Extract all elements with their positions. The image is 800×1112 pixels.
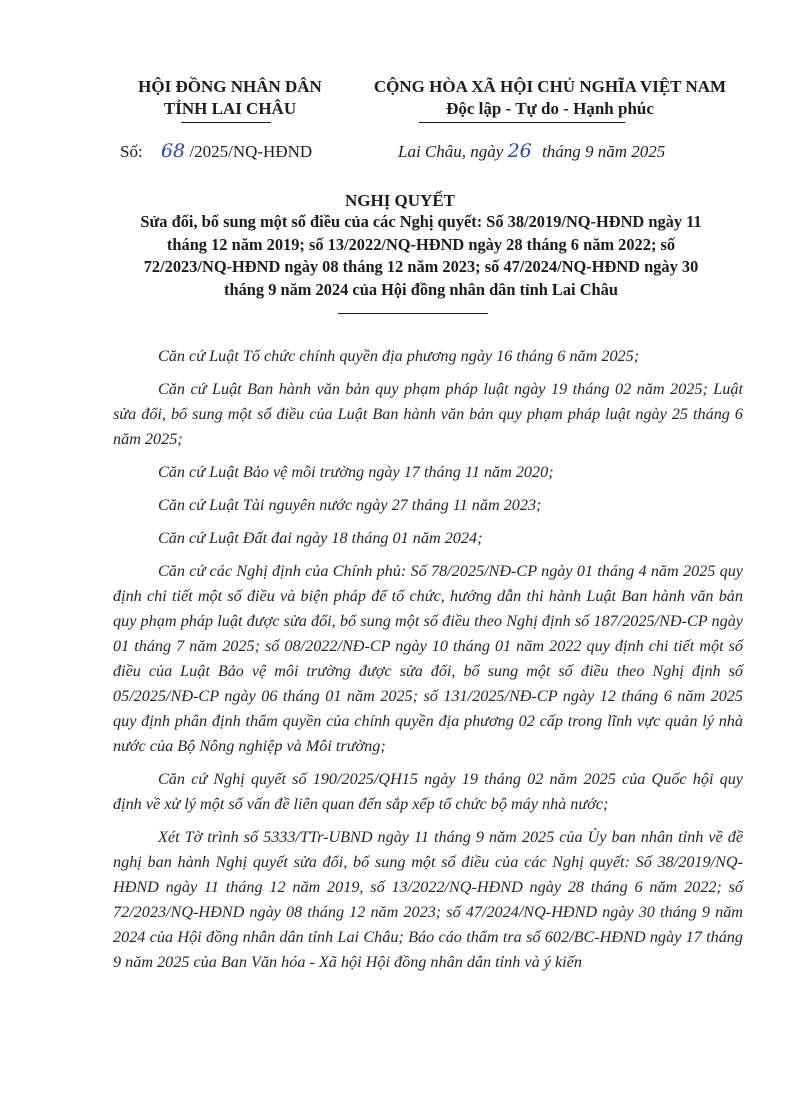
legal-basis-paragraph: Căn cứ Luật Tổ chức chính quyền địa phương ngày 16 tháng 6 năm 2025; [158, 347, 640, 365]
handwritten-day: 26 [507, 140, 532, 162]
national-motto: Độc lập - Tự do - Hạnh phúc [446, 99, 654, 118]
legal-basis-paragraph: Căn cứ Nghị quyết số 190/2025/QH15 ngày 19 tháng 02 năm 2025 của Quốc hội quy định về xử lý một số vấn đề liên quan đến sắp xếp tổ chức bộ máy nhà nước; [113, 770, 743, 813]
legal-basis-paragraph: Căn cứ Luật Đất đai ngày 18 tháng 01 năm 2024; [158, 529, 483, 547]
national-header [330, 76, 770, 120]
document-title: Sửa đổi, bổ sung một số điều của các Nghị quyết: Số 38/2019/NQ-HĐND ngày 11 tháng 12 năm 2019; số 13/2022/NQ-HĐND ngày 28 tháng 6 năm 2022; số 72/2023/NQ-HĐND ngày 08 tháng 12 năm 2023; số 47/2024/NQ-HĐND ngày 30 tháng 9 năm 2024 của Hội đồng nhân dân tỉnh Lai Châu [140, 212, 702, 299]
council-name: HỘI ĐỒNG NHÂN DÂN [138, 77, 322, 96]
number-suffix: /2025/NQ-HĐND [189, 142, 313, 161]
legal-basis-paragraph: Căn cứ Luật Bảo vệ môi trường ngày 17 tháng 11 năm 2020; [158, 463, 554, 481]
authority-underline [181, 122, 271, 123]
issuing-authority [110, 76, 350, 120]
title-underline [338, 313, 488, 314]
document-number [120, 140, 312, 162]
number-prefix: Số: [120, 142, 143, 161]
nation-name: CỘNG HÒA XÃ HỘI CHỦ NGHĨA VIỆT NAM [373, 77, 727, 96]
motto-underline [419, 122, 625, 123]
legal-basis-paragraph: Căn cứ các Nghị định của Chính phủ: Số 78/2025/NĐ-CP ngày 01 tháng 4 năm 2025 quy định chi tiết một số điều và biện pháp để tổ chức, hướng dẫn thi hành Luật Ban hành văn bản quy phạm pháp luật được sửa đổi, bổ sung một số điều theo Nghị định số 187/2025/NĐ-CP ngày 01 tháng 7 năm 2025; số 08/2022/NĐ-CP ngày 10 tháng 01 năm 2022 quy định chi tiết một số điều của Luật Bảo vệ môi trường được sửa đổi, bổ sung một số điều theo Nghị định số 05/2025/NĐ-CP ngày 06 tháng 01 năm 2025; số 131/2025/NĐ-CP ngày 12 tháng 6 năm 2025 quy định phân định thẩm quyền của chính quyền địa phương 02 cấp trong lĩnh vực quản lý nhà nước của Bộ Nông nghiệp và Môi trường; [113, 562, 743, 755]
legal-basis-paragraph: Căn cứ Luật Tài nguyên nước ngày 27 tháng 11 năm 2023; [158, 496, 542, 514]
consideration-paragraph: Xét Tờ trình số 5333/TTr-UBND ngày 11 tháng 9 năm 2025 của Ủy ban nhân tỉnh về đề nghị ban hành Nghị quyết sửa đổi, bổ sung một số điều của các Nghị quyết: Số 38/2019/NQ-HĐND ngày 11 tháng 12 năm 2019, số 13/2022/NQ-HĐND ngày 28 tháng 6 năm 2022; số 72/2023/NQ-HĐND ngày 08 tháng 12 năm 2023; số 47/2024/NQ-HĐND ngày 30 tháng 9 năm 2024 của Hội đồng nhân dân tỉnh Lai Châu; Báo cáo thẩm tra số 602/BC-HĐND ngày 17 tháng 9 năm 2025 của Ban Văn hóa - Xã hội Hội đồng nhân dân tỉnh và ý kiến [113, 828, 743, 971]
legal-basis-paragraph: Căn cứ Luật Ban hành văn bản quy phạm pháp luật ngày 19 tháng 02 năm 2025; Luật sửa đổi, bổ sung một số điều của Luật Ban hành văn bản quy phạm pháp luật ngày 25 tháng 6 năm 2025; [113, 380, 743, 448]
date-prefix: Lai Châu, ngày [398, 142, 504, 161]
handwritten-number: 68 [160, 140, 186, 162]
document-body [113, 344, 743, 983]
province-name: TỈNH LAI CHÂU [163, 99, 297, 118]
issue-date [398, 140, 665, 162]
date-suffix: tháng 9 năm 2025 [542, 142, 666, 161]
document-type: NGHỊ QUYẾT [344, 191, 456, 210]
